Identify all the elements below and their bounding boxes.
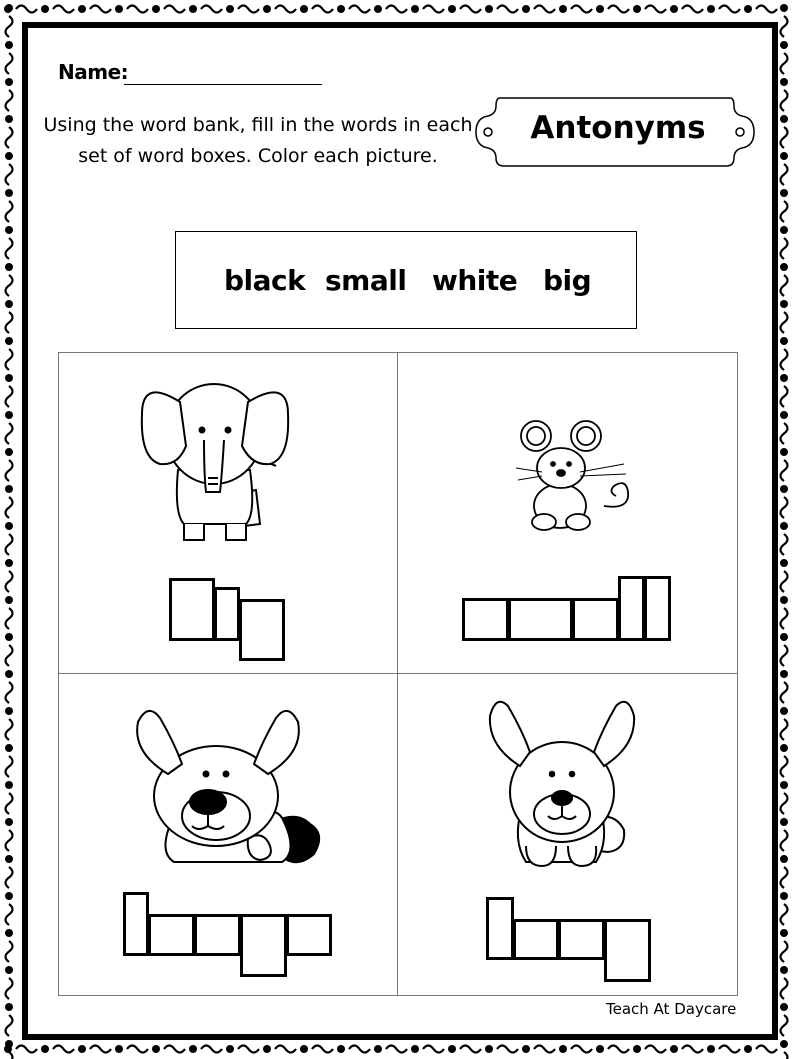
letter-box[interactable] — [644, 576, 671, 641]
white-dog-icon — [486, 690, 646, 874]
page-title: Antonyms — [530, 110, 706, 146]
letter-box[interactable] — [604, 919, 651, 982]
letter-box[interactable] — [240, 914, 287, 977]
letter-box[interactable] — [286, 914, 332, 956]
letter-box[interactable] — [558, 919, 605, 960]
name-label: Name: — [58, 60, 129, 84]
letter-box[interactable] — [214, 587, 240, 641]
instructions-text: Using the word bank, fill in the words in each set of word boxes. Color each picture. — [43, 114, 473, 167]
letter-box[interactable] — [513, 919, 559, 960]
word-bank-word: big — [543, 264, 592, 297]
letter-box[interactable] — [148, 914, 195, 956]
black-dog-icon — [128, 702, 332, 872]
name-input-line[interactable] — [124, 84, 322, 85]
letter-box[interactable] — [169, 578, 215, 641]
elephant-icon — [138, 374, 292, 546]
word-bank-word: white — [432, 264, 518, 297]
letter-box[interactable] — [123, 892, 149, 956]
letter-box[interactable] — [618, 576, 645, 641]
word-bank-word: small — [325, 264, 407, 297]
letter-box[interactable] — [572, 598, 619, 641]
letter-box[interactable] — [486, 897, 514, 960]
letter-box[interactable] — [508, 598, 573, 641]
word-bank-word: black — [224, 264, 306, 297]
letter-box[interactable] — [239, 599, 285, 661]
grid-divider — [58, 673, 737, 674]
credit-text: Teach At Daycare — [606, 1000, 737, 1018]
letter-box[interactable] — [194, 914, 241, 956]
letter-box[interactable] — [462, 598, 509, 641]
mouse-icon — [512, 418, 638, 536]
